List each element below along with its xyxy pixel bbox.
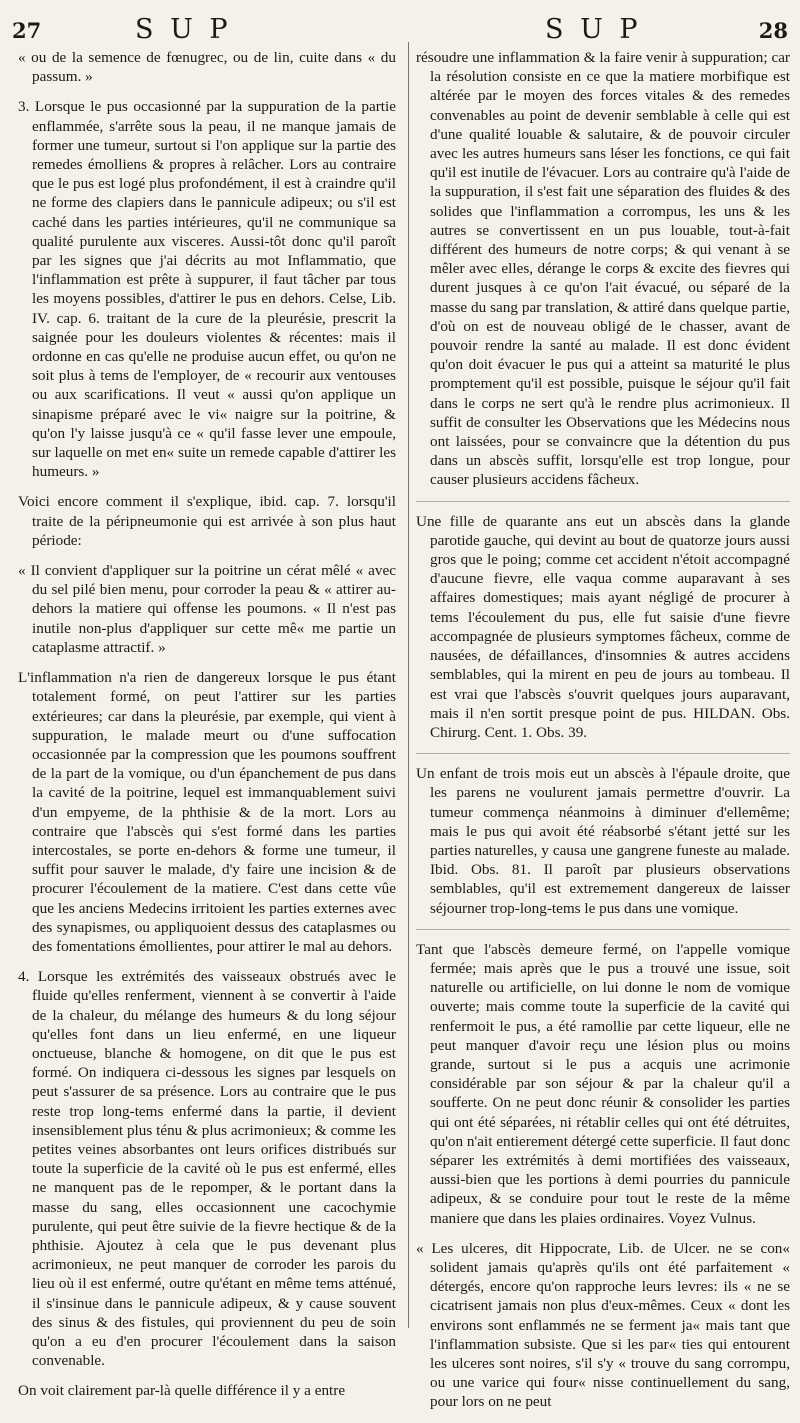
left-page-number: 27 — [12, 18, 42, 43]
right-paragraph-3: Un enfant de trois mois eut un abscès à l'épaule droite, que les parens ne voulurent jamais permettre d'ouvrir. La tumeur commença néanmoins à diminuer d'ellemême; mais le pus qui avoit été réabsorbé s'étant jetté sur les parties naturelles, y causa une gangrene funeste au malade. Ibid. Obs. 81. Il paroît par plusieurs observations semblables, qu'il est extremement dangereux de laisser séjourner trop-long-tems le pus dans une vomique. — [416, 765, 790, 917]
left-paragraph-6: 4. Lorsque les extrémités des vaisseaux obstrués avec le fluide qu'elles renferment, viennent à se convertir à l'aide de la chaleur, du mélange des humeurs & du long séjour qu'elles font dans un lieu enfermé, en une liqueur onctueuse, blanche & homogene, on dit que le pus est formé. On indiquera ci-dessous les signes par lesquels on peut s'assurer de sa présence. Lors au contraire que le pus reste trop long-tems enfermé dans la partie, il devient insensiblement plus ténu & plus acrimonieux; & comme les petites veines absorbantes ont leurs orifices distribués sur toute la superficie de la cavité où le pus est enfermé, elles ne manquent pas de le repomper, & le portant dans la masse du sang, elles occasionnent une cacochymie purulente, qui peut être suivie de la fievre hectique & de la phthisie. Ajoutez à cela que le pus devenant plus acrimonieux, ne peut manquer de corroder les parois du lieu où il est enfermé, outre qu'étant en même tems atténué, il s'insinue dans le pannicule adipeux, & y cause souvent des sinus & des fistules, qui proviennent du peu de soin qu'on a eu d'en procurer l'écoulement dans la saison convenable. — [18, 968, 396, 1370]
section-rule — [416, 929, 790, 930]
left-running-head: S U P — [135, 14, 232, 45]
left-paragraph-5: L'inflammation n'a rien de dangereux lorsque le pus étant totalement formé, on peut l'attirer sur les parties extérieures; car dans la pleurésie, par exemple, qui vient à suppuration, le malade meurt ou d'une suffocation occasionnée par la compression que les poumons souffrent de la part de la vomique, ou d'un épanchement de pus dans la cavité de la poitrine, lequel est immanquablement suivi d'un empyeme, de la phthisie & de la mort. Lors au contraire que l'abscès qui s'est formé dans les parties intercostales, se porte en-dehors & forme une tumeur, il suffit pour sauver le malade, d'y faire une incision & de procurer l'écoulement de la matiere. C'est dans cette vûe que les anciens Medecins irritoient les parties externes avec des synapismes, ou appliquoient dessus des cataplasmes ou des fomentations émollientes, pour attirer le mal au dehors. — [18, 669, 396, 955]
left-paragraph-3: Voici encore comment il s'explique, ibid. cap. 7. lorsqu'il traite de la péripneumonie qui est arrivée à son plus haut période: — [18, 493, 396, 549]
right-page-number: 28 — [758, 18, 788, 43]
column-divider — [408, 42, 409, 1328]
left-paragraph-4: « Il convient d'appliquer sur la poitrine un cérat mêlé « avec du sel pilé bien menu, pour corroder la peau & « attirer au-dehors la matiere qui offense les poumons. « Il n'est pas inutile non-plus d'appliquer sur cette mê« me partie un cataplasme attractif. » — [18, 562, 396, 656]
left-paragraph-1: « ou de la semence de fœnugrec, ou de lin, cuite dans « du passum. » — [18, 49, 396, 86]
right-running-head: S U P — [545, 14, 642, 45]
page-header — [0, 0, 800, 44]
right-paragraph-2: Une fille de quarante ans eut un abscès dans la glande parotide gauche, qui devint au bout de quatorze jours aussi gros que le poing; comme cet accident n'étoit accompagné d'aucune fievre, elle vaqua comme auparavant à ses affaires domestiques; mais ayant négligé de procurer à tems l'écoulement du pus, elle fut saisie d'une fievre accompagnée de plusieurs symptomes fâcheux, comme de nausées, de défaillances, d'insomnies & autres accidens semblables, qui la mirent en peu de jours au tombeau. Il est vrai que l'abscès s'ouvrit quelques jours auparavant, mais il n'en sortit presque point de pus. HILDAN. Obs. Chirurg. Cent. 1. Obs. 39. — [416, 512, 790, 741]
section-rule — [416, 501, 790, 502]
right-paragraph-1: résoudre une inflammation & la faire venir à suppuration; car la résolution consiste en ce que la matiere morbifique est altérée par le moyen des forces vitales & des remedes convenables au point de devenir semblable à celle qui est d'une qualité louable & salutaire, & de pouvoir circuler avec les autres humeurs sans léser les fonctions, ce qui fait qu'il est inutile de l'évacuer. Lors au contraire qu'à l'aide de la suppuration, il s'est fait une séparation des fluides & des solides que l'inflammation a corrompus, les uns & les autres se convertissent en un pus louable, tout-à-fait différent des humeurs de notre corps; & qui venant à se mêler avec elles, dérange le corps & excite des fievres qui durent jusques à ce qu'on l'ait évacué, ou séparé de la masse du sang par translation, & attiré dans quelque partie, d'où on est de nouveau obligé de le chasser, avant de pouvoir rendre la santé au malade. Il est donc évident qu'on doit évacuer le pus qui a atteint sa maturité le plus promptement qu'il est possible, puisque le séjour qu'il fait dans le corps ne sert qu'à le rendre plus acrimonieux. Il suffit de consulter les Observations que les Médecins nous ont laissées, pour se convaincre que la détention du pus dans un abscès suffit, lorsqu'elle est trop longue, pour causer plusieurs accidens fâcheux. — [416, 49, 790, 489]
section-rule — [416, 753, 790, 754]
right-paragraph-4: Tant que l'abscès demeure fermé, on l'appelle vomique fermée; mais après que le pus a trouvé une issue, soit naturelle ou artificielle, on lui donne le nom de vomique ouverte; mais comme toute la superficie de la cavité qui renfermoit le pus, a été ramollie par cette liqueur, elle ne peut manquer d'avoir reçu une lésion plus ou moins grande, surtout si le pus a acquis une acrimonie considérable par son séjour & par la chaleur qu'il a soufferte. On ne peut donc réunir & consolider les parties qui ont été séparées, ni rétablir celles qui ont été détruites, qu'on n'ait entierement détergé cette superficie. Il faut donc séparer les extrémités à demi mortifiées des vaisseaux, aussi-bien que les portions à demi pourries du pannicule adipeux, & se conduire pour tout le reste de la même maniere que dans les plaies ordinaires. Voyez Vulnus. — [416, 940, 790, 1227]
left-paragraph-2: 3. Lorsque le pus occasionné par la suppuration de la partie enflammée, s'arrête sous la peau, il ne manque jamais de former une tumeur, surtout si l'on applique sur la partie des remedes émolliens & propres à relâcher. Lors au contraire que le pus est logé plus profondément, il est à craindre qu'il ne forme des clapiers dans le pannicule adipeux; ou s'il est caché dans les parties intérieures, qu'il ne communique sa qualité purulente aux visceres. Aussi-tôt donc qu'il paroît par les signes que j'ai décrits au mot Inflammatio, que l'inflammation est prête à suppurer, il faut tâcher par tous les moyens possibles, d'attirer le pus en dehors. Celse, Lib. IV. cap. 6. traitant de la cure de la pleurésie, prescrit la saignée pour les douleurs violentes & récentes: mais il ordonne en cas qu'elle ne produise aucun effet, ou qu'on ne soit plus à tems de l'employer, de « recourir aux ventouses ou aux scarifications. Il veut « aussi qu'on applique un sinapisme préparé avec le vi« naigre sur la poitrine, & qu'on l'y laisse jusqu'à ce « qu'il fasse lever une empoule, sur laquelle on met en« suite un remede capable d'attirer les humeurs. » — [18, 98, 396, 481]
right-paragraph-5: « Les ulceres, dit Hippocrate, Lib. de Ulcer. ne se con« solident jamais qu'après qu'ils ont été parfaitement « détergés, encore qu'on rapproche leurs levres: ils « ne se cicatrisent jamais non plus d'eux-mêmes. Ceux « dont les environs sont enflammés ne se ferment ja« mais tant que l'inflammation subsiste. Que si les par« ties qui entourent les ulceres sont noires, s'il s'y « trouve du sang corrompu, ou une varice qui four« nisse continuellement du sang, pour lors on ne peut — [416, 1239, 790, 1411]
right-column — [416, 48, 790, 1423]
left-paragraph-7: On voit clairement par-là quelle différence il y a entre — [18, 1382, 346, 1400]
left-column — [18, 48, 396, 1412]
